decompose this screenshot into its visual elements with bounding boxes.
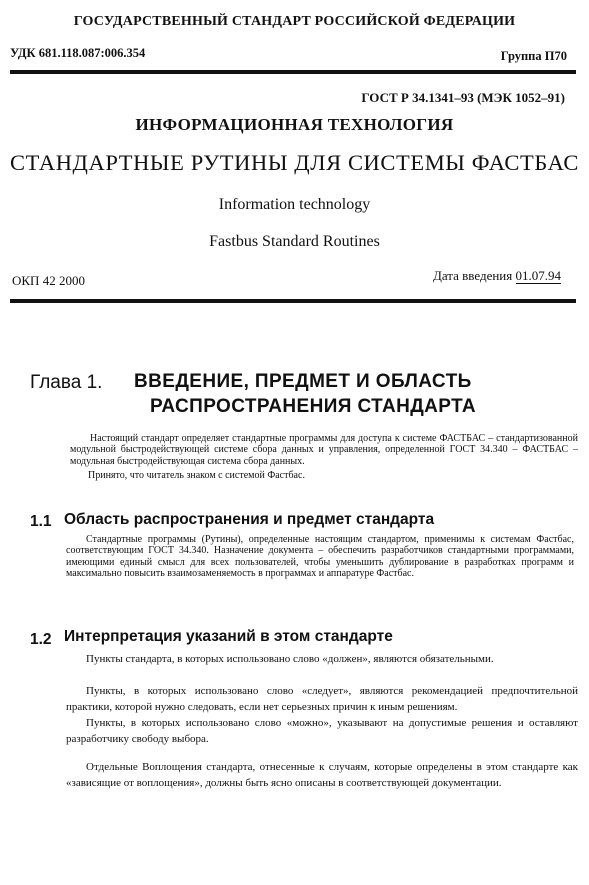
- gost-number: ГОСТ Р 34.1341–93 (МЭК 1052–91): [361, 90, 565, 105]
- section-1-1-number: 1.1: [30, 513, 52, 530]
- english-title-line2: Fastbus Standard Routines: [209, 233, 380, 250]
- section-1-2-paragraph-2: Пункты, в которых использовано слово «следует», являются рекомендацией предпочтительной практики, которой нужно следовать, если нет серьезных причин к иным решениям.: [66, 685, 578, 713]
- section-1-2-title: Интерпретация указаний в этом стандарте: [64, 628, 393, 645]
- chapter-label: Глава 1.: [30, 372, 103, 393]
- header-divider: [10, 70, 576, 74]
- effective-date-value: 01.07.94: [515, 268, 561, 283]
- document-topic: ИНФОРМАЦИОННАЯ ТЕХНОЛОГИЯ: [135, 115, 454, 134]
- section-1-2-paragraph-4: Отдельные Воплощения стандарта, отнесенные к случаям, которые определены в этом стандарте как «зависящие от воплощения», должны быть ясно описаны в соответствующей документации.: [66, 761, 578, 789]
- effective-date-label: Дата введения: [433, 268, 513, 283]
- document-main-title: СТАНДАРТНЫЕ РУТИНЫ ДЛЯ СИСТЕМЫ ФАСТБАС: [10, 150, 579, 175]
- section-1-2-number: 1.2: [30, 631, 52, 648]
- english-title-line1: Information technology: [218, 196, 371, 213]
- standard-title: ГОСУДАРСТВЕННЫЙ СТАНДАРТ РОССИЙСКОЙ ФЕДЕРАЦИИ: [73, 14, 516, 29]
- group-code: Группа П70: [500, 49, 567, 63]
- chapter-intro-note: Принято, что читатель знаком с системой Фастбас.: [88, 470, 305, 481]
- section-1-1-paragraph: Стандартные программы (Рутины), определенные настоящим стандартом, применимы к системам Фастбас, соответствующим ГОСТ 34.340. Назначение документа – обеспечить разработчиков стандартными программами, имеющими единый смысл для всех пользователей, чтобы уменьшить дублирование в разработках программ и максимально повысить взаимозаменяемость в программах и аппаратуре Фастбас.: [66, 534, 574, 579]
- section-1-2-paragraph-3: Пункты, в которых использовано слово «можно», указывают на допустимые решения и оставляют разработчику свободу выбора.: [66, 717, 578, 745]
- chapter-title-line1: ВВЕДЕНИЕ, ПРЕДМЕТ И ОБЛАСТЬ: [134, 371, 472, 392]
- udk-code: УДК 681.118.087:006.354: [10, 46, 146, 60]
- effective-date: [433, 268, 561, 284]
- title-divider: [10, 299, 576, 303]
- okp-code: ОКП 42 2000: [12, 273, 85, 288]
- chapter-title-line2: РАСПРОСТРАНЕНИЯ СТАНДАРТА: [150, 396, 477, 417]
- chapter-intro-paragraph: Настоящий стандарт определяет стандартные программы для доступа к системе ФАСТБАС – стандартизованной модульной быстродействующей системе сбора данных и управления, определенной ГОСТ 34.340 – ФАСТБАС – модульная быстродействующая система сбора данных.: [70, 433, 578, 467]
- section-1-2-paragraph-1: Пункты стандарта, в которых использовано слово «должен», являются обязательными.: [86, 653, 494, 665]
- section-1-1-title: Область распространения и предмет стандарта: [64, 511, 435, 528]
